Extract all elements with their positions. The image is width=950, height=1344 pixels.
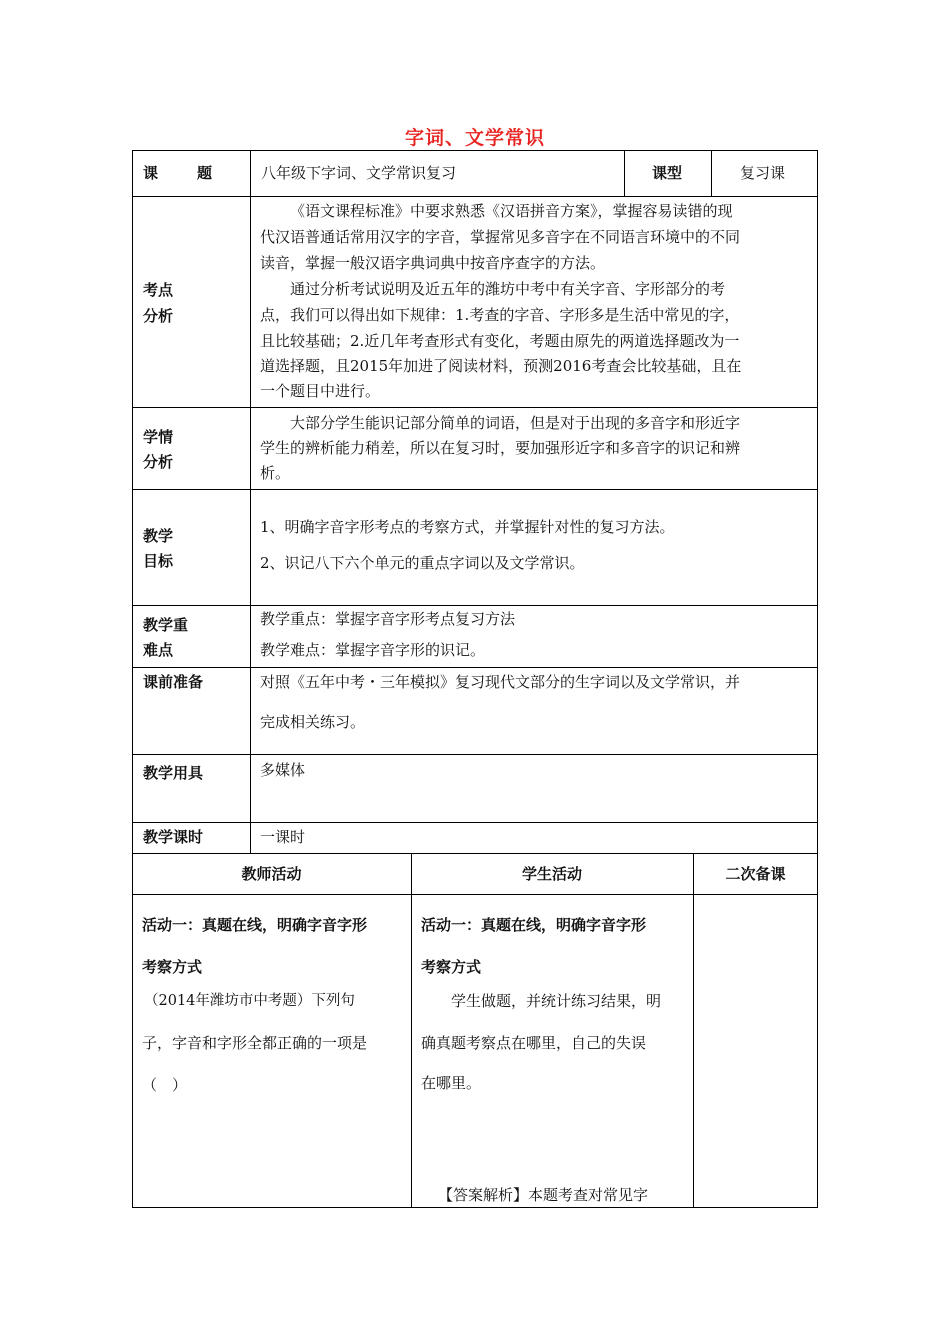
- column-divider: [711, 150, 712, 196]
- student-analysis-text: 学生的辨析能力稍差，所以在复习时，要加强形近字和多音字的识记和辨: [260, 439, 741, 457]
- row-divider: [132, 853, 818, 854]
- student-activity-heading: 活动一：真题在线，明确字音字形: [421, 916, 647, 934]
- column-divider: [693, 853, 694, 1208]
- student-activity-text: 确真题考察点在哪里，自己的失误: [421, 1034, 647, 1052]
- preparation-text: 对照《五年中考・三年模拟》复习现代文部分的生字词以及文学常识，并: [260, 673, 741, 691]
- exam-analysis-text: 且比较基础；2.近几年考查形式有变化，考题由原先的两道选择题改为一: [260, 332, 740, 350]
- exam-analysis-label: 考点: [143, 281, 174, 299]
- column-divider: [411, 853, 412, 1208]
- student-activity-text: 在哪里。: [421, 1074, 482, 1092]
- exam-analysis-text: 一个题目中进行。: [260, 382, 381, 400]
- exam-analysis-text: 通过分析考试说明及近五年的潍坊中考中有关字音、字形部分的考: [290, 280, 726, 298]
- teaching-focus: 教学重点：掌握字音字形考点复习方法: [260, 610, 516, 628]
- row-divider: [132, 667, 818, 668]
- row-divider: [132, 754, 818, 755]
- row-divider: [132, 196, 818, 197]
- column-divider: [250, 150, 251, 853]
- goal-item: 2、识记八下六个单元的重点字词以及文学常识。: [260, 554, 585, 572]
- lesson-type-label: 课型: [652, 164, 683, 182]
- teaching-difficulty: 教学难点：掌握字音字形的识记。: [260, 641, 486, 659]
- answer-analysis-text: 【答案解析】本题考查对常见字: [438, 1186, 649, 1204]
- student-activity-header: 学生活动: [521, 865, 582, 883]
- column-divider: [624, 150, 625, 196]
- row-divider: [132, 822, 818, 823]
- topic-value: 八年级下字词、文学常识复习: [261, 164, 457, 182]
- teacher-activity-text: （ ）: [142, 1076, 188, 1094]
- tools-label: 教学用具: [143, 764, 204, 782]
- exam-analysis-text: 代汉语普通话常用汉字的字音，掌握常见多音字在不同语言环境中的不同: [260, 228, 741, 246]
- hours-value: 一课时: [260, 828, 306, 846]
- teacher-activity-text: （2014年潍坊市中考题）下列句: [144, 993, 355, 1009]
- goals-label: 教学: [143, 527, 174, 545]
- student-analysis-label: 分析: [143, 453, 174, 471]
- goals-label: 目标: [143, 552, 174, 570]
- key-points-label: 难点: [143, 641, 174, 659]
- exam-analysis-text: 道选择题，且2015年加进了阅读材料，预测2016考查会比较基础，且在: [260, 357, 742, 375]
- row-divider: [132, 489, 818, 490]
- row-divider: [132, 894, 818, 895]
- exam-analysis-text: 读音，掌握一般汉语字典词典中按音序查字的方法。: [260, 254, 606, 272]
- exam-analysis-text: 《语文课程标准》中要求熟悉《汉语拼音方案》，掌握容易读错的现: [290, 202, 733, 220]
- topic-label: 课 题: [143, 164, 216, 182]
- key-points-label: 教学重: [143, 616, 189, 634]
- preparation-text: 完成相关练习。: [260, 713, 366, 731]
- row-divider: [132, 407, 818, 408]
- lesson-type-value: 复习课: [740, 164, 786, 182]
- goal-item: 1、明确字音字形考点的考察方式，并掌握针对性的复习方法。: [260, 518, 675, 536]
- student-activity-heading: 考察方式: [421, 958, 482, 976]
- tools-value: 多媒体: [260, 761, 306, 779]
- teacher-activity-heading: 考察方式: [142, 958, 203, 976]
- second-prep-header: 二次备课: [725, 865, 786, 883]
- student-activity-text: 学生做题，并统计练习结果，明: [451, 992, 662, 1010]
- teacher-activity-text: 子，字音和字形全都正确的一项是: [142, 1034, 368, 1052]
- teacher-activity-header: 教师活动: [241, 865, 302, 883]
- exam-analysis-label: 分析: [143, 307, 174, 325]
- exam-analysis-text: 点，我们可以得出如下规律：1.考查的字音、字形多是生活中常见的字，: [260, 306, 740, 324]
- student-analysis-text: 析。: [260, 464, 291, 482]
- student-analysis-label: 学情: [143, 428, 174, 446]
- teacher-activity-heading: 活动一：真题在线，明确字音字形: [142, 916, 368, 934]
- preparation-label: 课前准备: [143, 673, 204, 691]
- document-title: 字词、文学常识: [404, 127, 545, 149]
- student-analysis-text: 大部分学生能识记部分简单的词语，但是对于出现的多音字和形近字: [290, 414, 741, 432]
- hours-label: 教学课时: [143, 828, 204, 846]
